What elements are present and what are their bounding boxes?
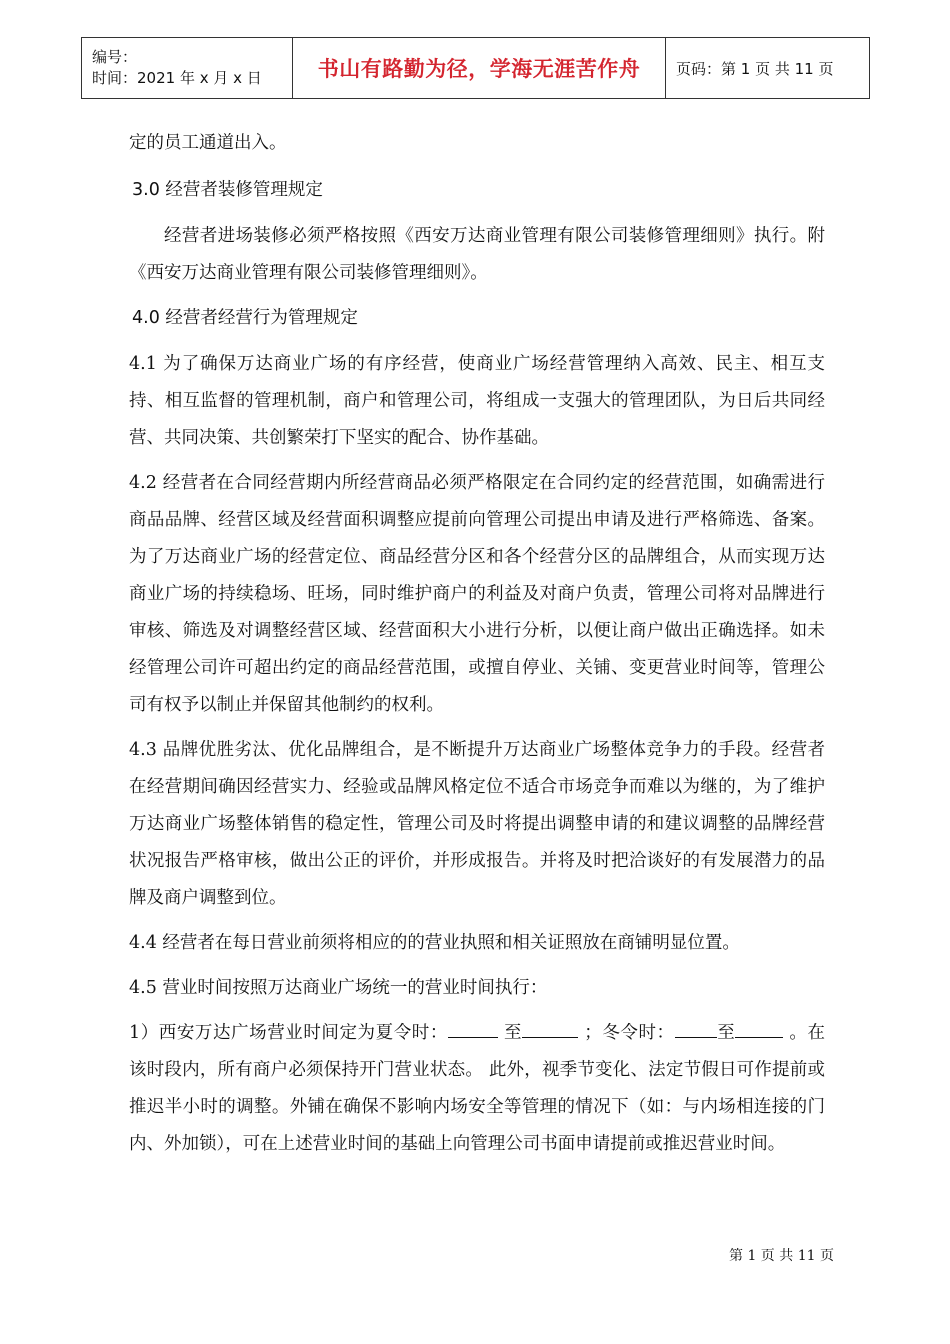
document-header	[81, 37, 870, 99]
winter-end-blank	[735, 1017, 783, 1038]
paragraph-4-1: 4.1 为了确保万达商业广场的有序经营，使商业广场经营管理纳入高效、民主、相互支持、相互监督的管理机制，商户和管理公司，将组成一支强大的管理团队，为日后共同经营、共同决策、共创繁荣打下坚实的配合、协作基础。	[129, 354, 825, 448]
paragraph-4-5: 4.5 营业时间按照万达商业广场统一的营业时间执行：	[129, 978, 548, 998]
continuation-text: 定的员工通道出入。	[129, 133, 287, 153]
document-date: 时间：2021 年 x 月 x 日	[92, 69, 262, 87]
header-page-info: 页码：第 1 页 共 11 页	[666, 38, 870, 99]
hours-text-d: 至	[716, 1023, 736, 1043]
section-4-heading: 4.0 经营者经营行为管理规定	[132, 308, 358, 328]
paragraph-4-4: 4.4 经营者在每日营业前须将相应的的营业执照和相关证照放在商铺明显位置。	[129, 933, 740, 953]
paragraph-business-hours	[129, 1015, 825, 1163]
summer-start-blank	[448, 1017, 498, 1038]
paragraph-4-3: 4.3 品牌优胜劣汰、优化品牌组合，是不断提升万达商业广场整体竞争力的手段。经营者在经营期间确因经营实力、经验或品牌风格定位不适合市场竞争而难以为继的，为了维护万达商业广场整体销售的稳定性，管理公司及时将提出调整申请的和建议调整的品牌经营状况报告严格审核，做出公正的评价，并形成报告。并将及时把洽谈好的有发展潜力的品牌及商户调整到位。	[129, 740, 825, 908]
paragraph-4-2: 4.2 经营者在合同经营期内所经营商品必须严格限定在合同约定的经营范围，如确需进行商品品牌、经营区域及经营面积调整应提前向管理公司提出申请及进行严格筛选、备案。为了万达商业广场的经营定位、商品经营分区和各个经营分区的品牌组合，从而实现万达商业广场的持续稳场、旺场，同时维护商户的利益及对商户负责，管理公司将对品牌进行审核、筛选及对调整经营区域、经营面积大小进行分析，以便让商户做出正确选择。如未经管理公司许可超出约定的商品经营范围，或擅自停业、关铺、变更营业时间等，管理公司有权予以制止并保留其他制约的权利。	[129, 473, 825, 715]
document-number-label: 编号：	[92, 48, 138, 66]
header-motto: 书山有路勤为径，学海无涯苦作舟	[293, 38, 666, 99]
hours-text-c: ；冬令时：	[578, 1023, 675, 1043]
hours-text-b: 至	[497, 1023, 523, 1043]
winter-start-blank	[675, 1017, 717, 1038]
section-3-paragraph: 经营者进场装修必须严格按照《西安万达商业管理有限公司装修管理细则》执行。附《西安万达商业管理有限公司装修管理细则》。	[129, 226, 825, 283]
document-body	[129, 125, 825, 1171]
hours-text-a: 1）西安万达广场营业时间定为夏令时：	[129, 1023, 448, 1043]
header-meta-cell	[82, 38, 293, 99]
hours-text-e: 。	[783, 1023, 808, 1043]
page-footer: 第 1 页 共 11 页	[729, 1248, 834, 1264]
section-3-heading: 3.0 经营者装修管理规定	[132, 180, 323, 200]
summer-end-blank	[522, 1017, 578, 1038]
hours-text-rest: 在该时段内，所有商户必须保持开门营业状态。 此外，视季节变化、法定节假日可作提前或推迟半小时的调整。外铺在确保不影响内场安全等管理的情况下（如：与内场相连接的门内、外加锁），可在上述营业时间的基础上向管理公司书面申请提前或推迟营业时间。	[129, 1023, 826, 1154]
